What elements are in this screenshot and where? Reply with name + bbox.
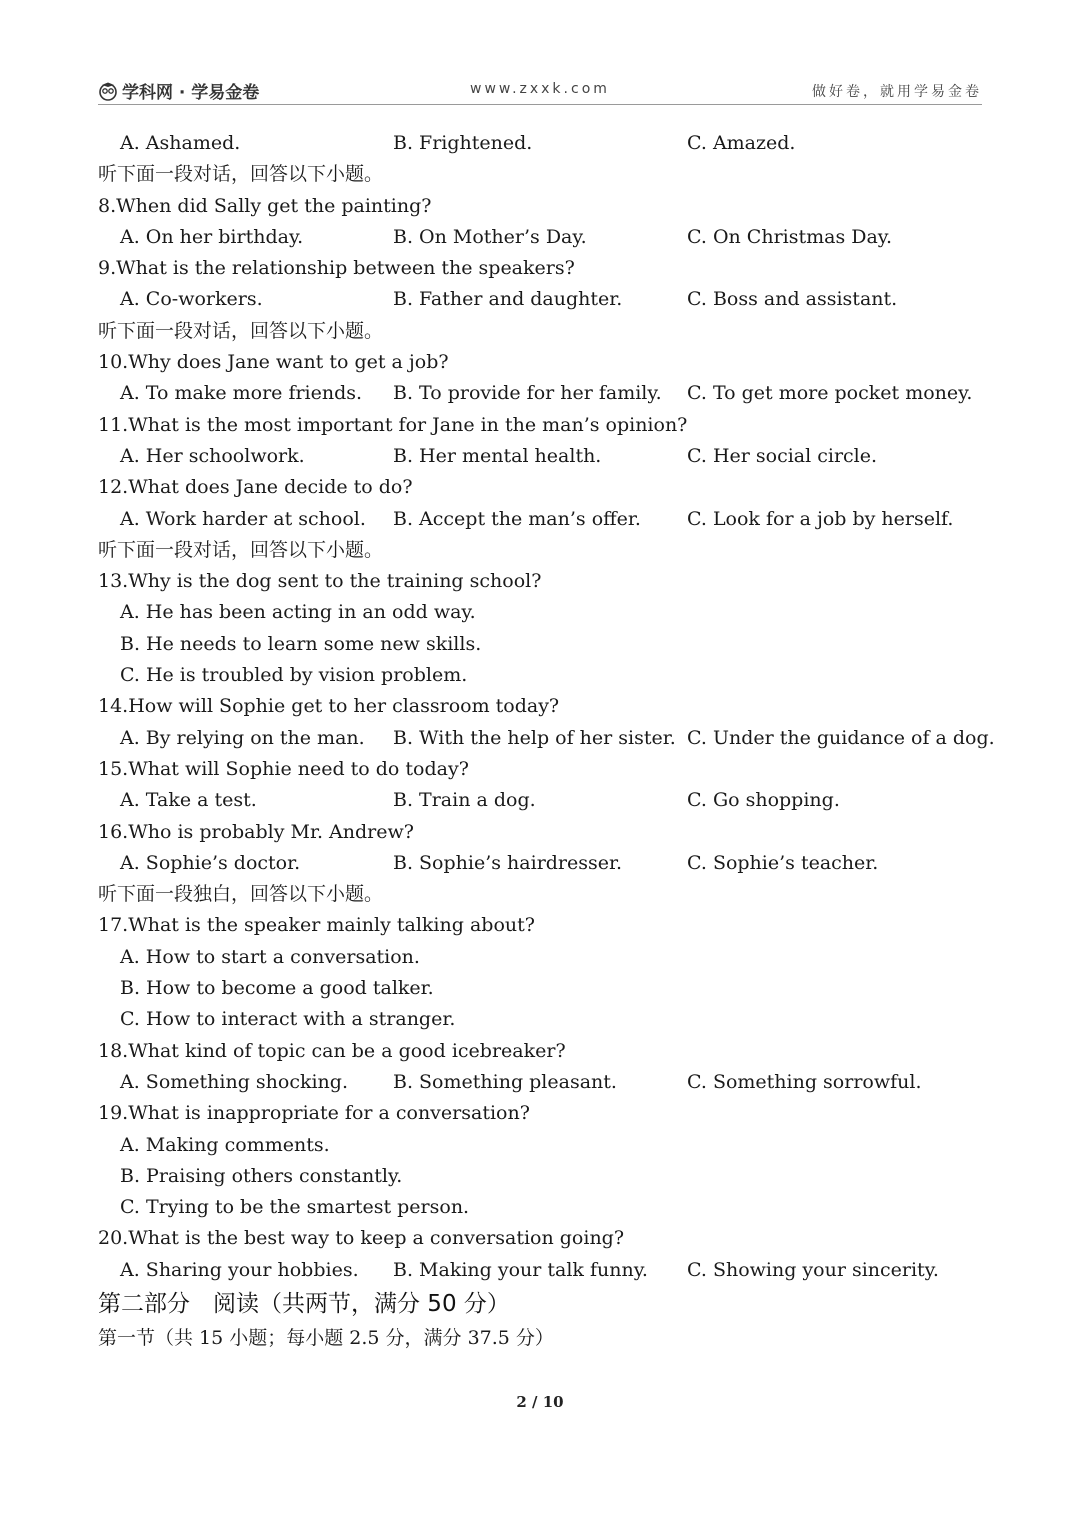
option-a: A. By relying on the man.: [120, 726, 365, 749]
option-a: A. To make more friends.: [120, 382, 363, 405]
question-text: 13.Why is the dog sent to the training school?: [98, 570, 542, 593]
option-c: C. Go shopping.: [687, 789, 840, 812]
option-text: B. Praising others constantly.: [120, 1164, 403, 1187]
question-text: 17.What is the speaker mainly talking about?: [98, 914, 535, 937]
option-row: [98, 1067, 982, 1098]
option-row: [98, 723, 995, 754]
option-line: [98, 1004, 982, 1035]
page-number: 2 / 10: [516, 1393, 564, 1411]
option-a: A. Something shocking.: [120, 1070, 348, 1093]
option-b: B. With the help of her sister.: [393, 726, 676, 749]
option-text: C. He is troubled by vision problem.: [120, 664, 468, 687]
option-text: B. How to become a good talker.: [120, 977, 434, 1000]
option-b: B. Making your talk funny.: [393, 1258, 648, 1281]
option-a: A. Sophie’s doctor.: [120, 851, 301, 874]
option-a: A. Her schoolwork.: [120, 444, 305, 467]
option-b: B. Something pleasant.: [393, 1070, 617, 1093]
option-row: [98, 1255, 982, 1286]
exam-content: [98, 128, 995, 1354]
option-a: A. Sharing your hobbies.: [120, 1258, 359, 1281]
option-c: C. Amazed.: [687, 132, 796, 154]
option-c: C. Showing your sincerity.: [687, 1258, 939, 1281]
option-row: [98, 848, 982, 879]
option-row: [98, 441, 982, 472]
option-text: A. Making comments.: [120, 1133, 330, 1156]
option-row: [98, 504, 982, 535]
site-url[interactable]: www.zxxk.com: [470, 81, 610, 97]
option-a: A. Co-workers.: [120, 288, 263, 311]
instruction-text: 听下面一段独白，回答以下小题。: [98, 883, 384, 906]
question-text: 12.What does Jane decide to do?: [98, 476, 413, 499]
option-c: C. Her social circle.: [687, 444, 878, 467]
question-text: 20.What is the best way to keep a conversation going?: [98, 1227, 625, 1250]
option-row: [98, 128, 982, 159]
option-c: C. On Christmas Day.: [687, 225, 893, 248]
option-line: [98, 1192, 982, 1223]
instruction-text: 听下面一段对话，回答以下小题。: [98, 538, 384, 561]
question-text: 18.What kind of topic can be a good icebreaker?: [98, 1039, 566, 1062]
option-b: B. Father and daughter.: [393, 288, 623, 311]
option-row: [98, 378, 982, 409]
question-text: 19.What is inappropriate for a conversation?: [98, 1102, 530, 1125]
option-b: B. Frightened.: [393, 132, 533, 154]
option-text: C. How to interact with a stranger.: [120, 1008, 456, 1031]
option-text: C. Trying to be the smartest person.: [120, 1196, 470, 1219]
option-a: A. Work harder at school.: [120, 507, 366, 530]
option-line: [98, 597, 982, 628]
option-b: B. To provide for her family.: [393, 382, 662, 405]
option-a: A. Ashamed.: [120, 132, 241, 154]
option-text: A. How to start a conversation.: [120, 945, 420, 968]
question-text: 16.Who is probably Mr. Andrew?: [98, 820, 414, 843]
logo-text: 学科网 · 学易金卷: [122, 83, 260, 103]
option-line: [98, 660, 982, 691]
option-c: C. Under the guidance of a dog.: [687, 726, 995, 749]
option-text: B. He needs to learn some new skills.: [120, 632, 482, 655]
instruction-text: 听下面一段对话，回答以下小题。: [98, 319, 384, 342]
question-text: 11.What is the most important for Jane in the man’s opinion?: [98, 413, 688, 436]
question-text: 10.Why does Jane want to get a job?: [98, 351, 449, 374]
option-a: A. On her birthday.: [120, 225, 304, 248]
option-row: [98, 222, 982, 253]
option-b: B. Her mental health.: [393, 444, 602, 467]
question-text: 14.How will Sophie get to her classroom today?: [98, 695, 560, 718]
option-b: B. Train a dog.: [393, 789, 536, 812]
option-b: B. On Mother’s Day.: [393, 225, 587, 248]
option-line: [98, 1161, 982, 1192]
question-text: 9.What is the relationship between the speakers?: [98, 257, 575, 280]
option-line: [98, 973, 982, 1004]
option-a: A. Take a test.: [120, 789, 257, 812]
brand-logo: [98, 78, 259, 103]
option-line: [98, 942, 982, 973]
option-c: C. Look for a job by herself.: [687, 507, 954, 530]
option-b: B. Sophie’s hairdresser.: [393, 851, 623, 874]
section-title: 第二部分 阅读（共两节，满分 50 分）: [98, 1290, 510, 1317]
instruction-text: 第一节（共 15 小题；每小题 2.5 分，满分 37.5 分）: [98, 1326, 554, 1349]
owl-logo-icon: [98, 81, 118, 101]
instruction-text: 听下面一段对话，回答以下小题。: [98, 163, 384, 186]
question-text: 8.When did Sally get the painting?: [98, 194, 432, 217]
option-b: B. Accept the man’s offer.: [393, 507, 641, 530]
option-text: A. He has been acting in an odd way.: [120, 601, 476, 624]
option-row: [98, 785, 982, 816]
option-c: C. Something sorrowful.: [687, 1070, 922, 1093]
option-c: C. Sophie’s teacher.: [687, 851, 879, 874]
option-line: [98, 629, 982, 660]
page-header: [98, 74, 982, 105]
question-text: 15.What will Sophie need to do today?: [98, 757, 469, 780]
header-slogan: 做好卷，就用学易金卷: [812, 84, 982, 100]
option-c: C. To get more pocket money.: [687, 382, 973, 405]
option-c: C. Boss and assistant.: [687, 288, 898, 311]
option-line: [98, 1130, 982, 1161]
option-row: [98, 284, 982, 315]
